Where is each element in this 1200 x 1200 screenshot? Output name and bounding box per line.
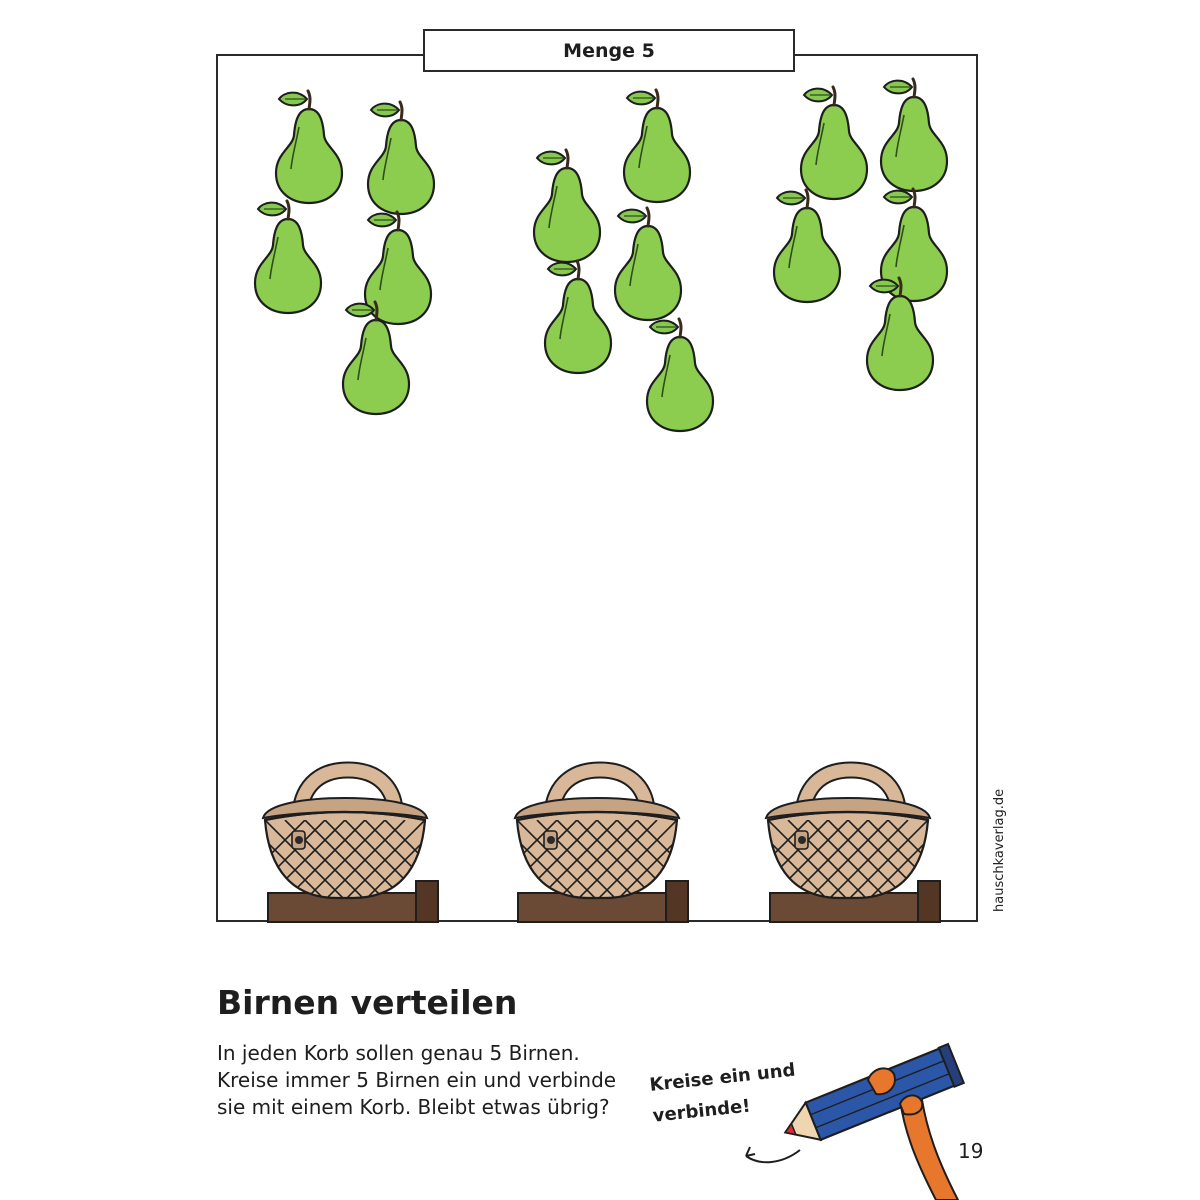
pencil-icon [777, 1044, 963, 1200]
pear-icon[interactable] [534, 150, 600, 262]
pear-icon[interactable] [801, 87, 867, 199]
pear-icon[interactable] [881, 79, 947, 191]
instruction-line: sie mit einem Korb. Bleibt etwas übrig? [217, 1095, 610, 1119]
pear-icon[interactable] [624, 90, 690, 202]
hint-arrow [746, 1150, 800, 1162]
hint-line: verbinde! [651, 1095, 752, 1127]
worksheet-title: Menge 5 [563, 39, 655, 62]
hint-line: Kreise ein und [648, 1059, 797, 1096]
pear-icon[interactable] [647, 319, 713, 431]
pear-icon[interactable] [368, 102, 434, 214]
page-number: 19 [958, 1139, 984, 1163]
publisher-credit: hauschkaverlag.de [992, 788, 1007, 912]
pear-icon[interactable] [365, 212, 431, 324]
instructions [217, 1040, 637, 1121]
instruction-line: In jeden Korb sollen genau 5 Birnen. [217, 1041, 580, 1065]
instruction-line: Kreise immer 5 Birnen ein und verbinde [217, 1068, 617, 1092]
pear-icon[interactable] [615, 208, 681, 320]
pear-icon[interactable] [276, 91, 342, 203]
pear-icon[interactable] [774, 190, 840, 302]
pear-icon[interactable] [255, 201, 321, 313]
worksheet-heading: Birnen verteilen [217, 983, 518, 1022]
pear-icon[interactable] [545, 261, 611, 373]
